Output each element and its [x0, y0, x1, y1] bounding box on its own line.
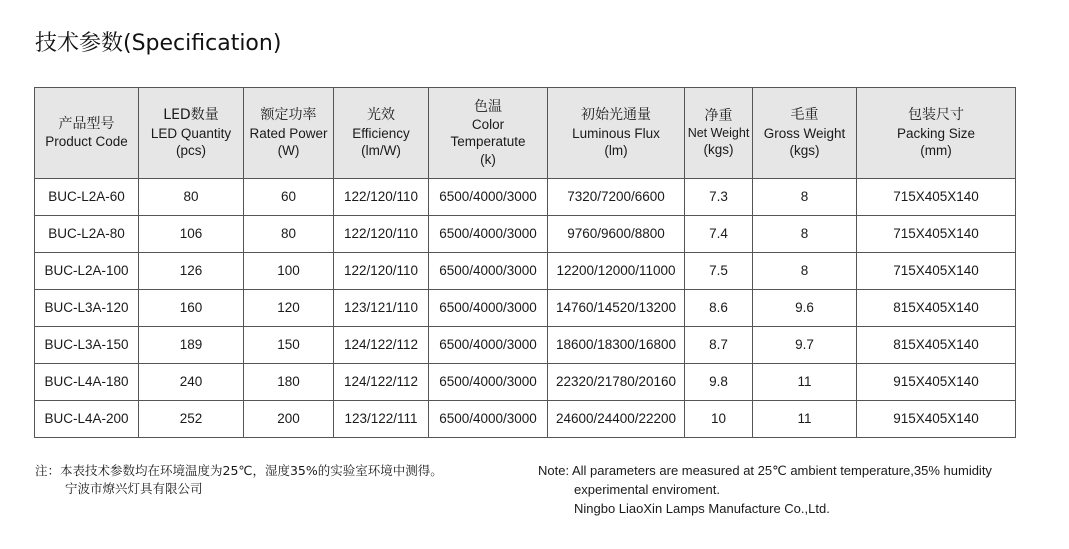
cell-net-weight: 7.3: [685, 179, 753, 216]
header-en: LED Quantity: [150, 125, 232, 141]
header-unit: (lm): [604, 143, 628, 159]
note-en-line: Note: All parameters are measured at 25℃ ambient temperature,35% humidity: [538, 463, 992, 478]
cell-color-temperature: 6500/4000/3000: [429, 364, 548, 401]
cell-rated-power: 60: [244, 179, 334, 216]
cell-led-quantity: 252: [139, 401, 244, 438]
specification-table: [34, 87, 1016, 438]
header-packing-size: [857, 88, 1016, 179]
cell-product-code: BUC-L4A-200: [35, 401, 139, 438]
cell-efficiency: 123/121/110: [334, 290, 429, 327]
cell-net-weight: 10: [685, 401, 753, 438]
cell-net-weight: 8.6: [685, 290, 753, 327]
cell-rated-power: 120: [244, 290, 334, 327]
cell-product-code: BUC-L2A-80: [35, 216, 139, 253]
header-unit: (pcs): [176, 143, 206, 159]
cell-product-code: BUC-L4A-180: [35, 364, 139, 401]
cell-color-temperature: 6500/4000/3000: [429, 401, 548, 438]
company-name-zh: 宁波市燎兴灯具有限公司: [65, 481, 203, 497]
cell-gross-weight: 11: [753, 364, 857, 401]
cell-packing-size: 815X405X140: [857, 327, 1016, 364]
header-zh: 净重: [704, 108, 733, 124]
cell-color-temperature: 6500/4000/3000: [429, 179, 548, 216]
cell-net-weight: 8.7: [685, 327, 753, 364]
cell-rated-power: 100: [244, 253, 334, 290]
cell-color-temperature: 6500/4000/3000: [429, 216, 548, 253]
cell-led-quantity: 189: [139, 327, 244, 364]
note-zh-line: 注：本表技术参数均在环境温度为25℃，湿度35%的实验室环境中测得。: [35, 463, 443, 478]
cell-gross-weight: 9.7: [753, 327, 857, 364]
header-en: Efficiency: [352, 125, 410, 141]
cell-led-quantity: 160: [139, 290, 244, 327]
cell-luminous-flux: 22320/21780/20160: [548, 364, 685, 401]
cell-efficiency: 124/122/112: [334, 327, 429, 364]
cell-luminous-flux: 18600/18300/16800: [548, 327, 685, 364]
cell-packing-size: 715X405X140: [857, 216, 1016, 253]
header-gross-weight: [753, 88, 857, 179]
table-header-row: [35, 88, 1016, 179]
chinese-note: [35, 462, 443, 498]
english-note: [538, 462, 992, 519]
cell-gross-weight: 8: [753, 253, 857, 290]
note-en-line: experimental enviroment.: [574, 481, 720, 497]
cell-color-temperature: 6500/4000/3000: [429, 327, 548, 364]
header-en: Luminous Flux: [572, 125, 660, 141]
table-row: [35, 401, 1016, 438]
header-luminous-flux: [548, 88, 685, 179]
cell-product-code: BUC-L3A-150: [35, 327, 139, 364]
cell-packing-size: 715X405X140: [857, 253, 1016, 290]
header-led-quantity: [139, 88, 244, 179]
header-en: Temperatute: [450, 134, 526, 150]
cell-color-temperature: 6500/4000/3000: [429, 290, 548, 327]
cell-rated-power: 150: [244, 327, 334, 364]
cell-color-temperature: 6500/4000/3000: [429, 253, 548, 290]
header-en: Rated Power: [249, 125, 328, 141]
header-efficiency: [334, 88, 429, 179]
cell-luminous-flux: 12200/12000/11000: [548, 253, 685, 290]
cell-gross-weight: 8: [753, 216, 857, 253]
cell-gross-weight: 9.6: [753, 290, 857, 327]
header-en: Product Code: [45, 134, 128, 150]
cell-luminous-flux: 7320/7200/6600: [548, 179, 685, 216]
cell-led-quantity: 240: [139, 364, 244, 401]
page-title: 技术参数(Specification): [35, 31, 282, 56]
header-zh: LED数量: [163, 107, 219, 124]
table-row: [35, 216, 1016, 253]
header-unit: (lm/W): [361, 143, 401, 159]
table-row: [35, 253, 1016, 290]
cell-gross-weight: 11: [753, 401, 857, 438]
cell-rated-power: 200: [244, 401, 334, 438]
cell-net-weight: 9.8: [685, 364, 753, 401]
header-en: Color: [471, 116, 505, 132]
header-unit: (mm): [920, 143, 952, 159]
cell-efficiency: 123/122/111: [334, 401, 429, 438]
cell-luminous-flux: 14760/14520/13200: [548, 290, 685, 327]
header-unit: (kgs): [789, 143, 820, 159]
cell-packing-size: 815X405X140: [857, 290, 1016, 327]
header-unit: (k): [480, 151, 496, 167]
table-row: [35, 179, 1016, 216]
table-row: [35, 290, 1016, 327]
cell-rated-power: 180: [244, 364, 334, 401]
cell-efficiency: 122/120/110: [334, 179, 429, 216]
cell-packing-size: 715X405X140: [857, 179, 1016, 216]
header-zh: 包装尺寸: [908, 107, 964, 124]
cell-packing-size: 915X405X140: [857, 364, 1016, 401]
header-net-weight: [685, 88, 753, 179]
header-zh: 产品型号: [58, 116, 115, 133]
header-zh: 初始光通量: [581, 107, 651, 124]
cell-product-code: BUC-L3A-120: [35, 290, 139, 327]
header-rated-power: [244, 88, 334, 179]
header-en: Packing Size: [896, 125, 976, 141]
header-unit: (W): [277, 143, 300, 159]
cell-packing-size: 915X405X140: [857, 401, 1016, 438]
cell-efficiency: 122/120/110: [334, 216, 429, 253]
table-row: [35, 327, 1016, 364]
header-zh: 额定功率: [260, 107, 317, 124]
header-product-code: [35, 88, 139, 179]
cell-product-code: BUC-L2A-60: [35, 179, 139, 216]
header-en: Net Weight: [687, 126, 750, 141]
header-color-temperature: [429, 88, 548, 179]
cell-net-weight: 7.5: [685, 253, 753, 290]
cell-net-weight: 7.4: [685, 216, 753, 253]
header-en: Gross Weight: [763, 125, 846, 141]
cell-led-quantity: 106: [139, 216, 244, 253]
cell-efficiency: 122/120/110: [334, 253, 429, 290]
header-unit: (kgs): [703, 142, 734, 158]
header-zh: 色温: [474, 98, 502, 115]
cell-efficiency: 124/122/112: [334, 364, 429, 401]
cell-product-code: BUC-L2A-100: [35, 253, 139, 290]
cell-led-quantity: 126: [139, 253, 244, 290]
cell-luminous-flux: 24600/24400/22200: [548, 401, 685, 438]
header-zh: 毛重: [790, 107, 819, 124]
header-zh: 光效: [367, 107, 395, 124]
cell-gross-weight: 8: [753, 179, 857, 216]
cell-rated-power: 80: [244, 216, 334, 253]
company-name-en: Ningbo LiaoXin Lamps Manufacture Co.,Ltd.: [574, 500, 830, 516]
table-row: [35, 364, 1016, 401]
cell-luminous-flux: 9760/9600/8800: [548, 216, 685, 253]
cell-led-quantity: 80: [139, 179, 244, 216]
